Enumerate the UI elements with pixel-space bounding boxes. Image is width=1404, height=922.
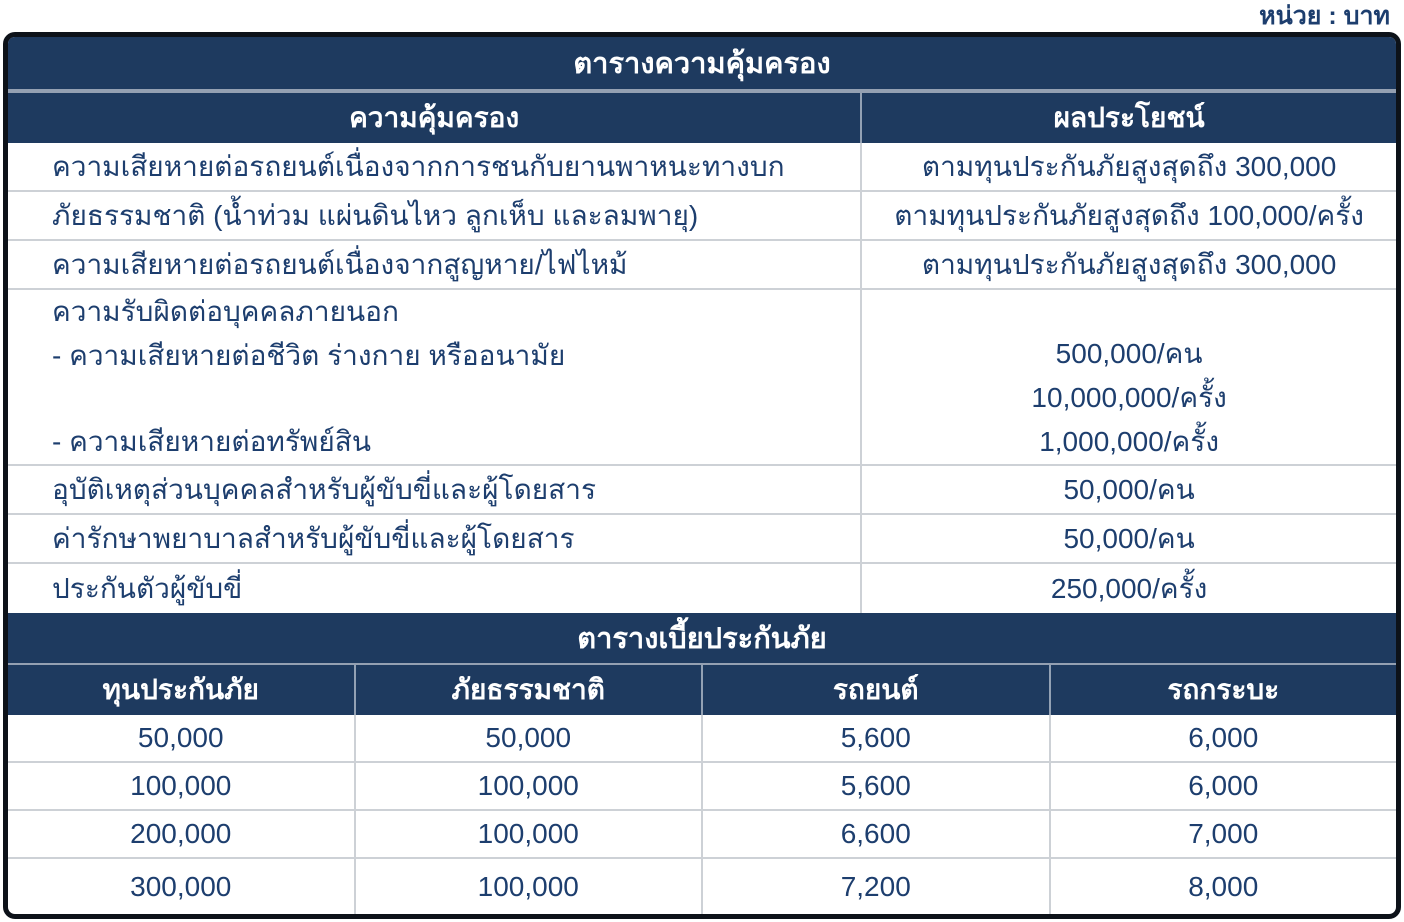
premium-table-title: ตารางเบี้ยประกันภัย	[8, 613, 1396, 663]
liability-line-life-body-health: - ความเสียหายต่อชีวิต ร่างกาย หรืออนามัย	[52, 340, 566, 371]
coverage-table-header	[8, 93, 1396, 143]
unit-label: หน่วย : บาท	[1259, 2, 1390, 30]
coverage-cell: ประกันตัวผู้ขับขี่	[52, 572, 243, 604]
premium-row	[8, 811, 1396, 859]
coverage-cell-multiline	[8, 290, 860, 464]
pickup-premium-cell: 6,000	[1049, 763, 1397, 809]
sum-insured-cell: 50,000	[137, 722, 224, 753]
car-premium-cell: 6,600	[701, 811, 1049, 857]
natural-disaster-cell: 100,000	[354, 811, 702, 857]
liability-benefit-property: 1,000,000/ครั้ง	[1039, 426, 1219, 457]
benefit-cell: ตามทุนประกันภัยสูงสุดถึง 100,000/ครั้ง	[860, 192, 1396, 239]
sum-insured-cell: 100,000	[130, 770, 232, 801]
car-premium-cell: 5,600	[701, 763, 1049, 809]
car-premium-cell: 5,600	[701, 715, 1049, 761]
coverage-row-personal-accident	[8, 466, 1396, 515]
sum-insured-cell: 300,000	[130, 870, 232, 902]
coverage-row-natural-disaster	[8, 192, 1396, 241]
pickup-premium-cell: 7,000	[1049, 811, 1397, 857]
natural-disaster-cell: 100,000	[354, 763, 702, 809]
coverage-column-header: ความคุ้มครอง	[349, 102, 520, 133]
premium-row	[8, 763, 1396, 811]
coverage-row-medical-expense	[8, 515, 1396, 564]
liability-benefit-per-occurrence: 10,000,000/ครั้ง	[1031, 382, 1227, 413]
pickup-premium-cell: 8,000	[1049, 859, 1397, 914]
pickup-premium-cell: 6,000	[1049, 715, 1397, 761]
document-frame	[3, 32, 1401, 919]
premium-table-header	[8, 665, 1396, 715]
benefit-cell-multiline	[860, 290, 1396, 464]
coverage-cell: ความเสียหายต่อรถยนต์เนื่องจากสูญหาย/ไฟไหม้	[52, 248, 628, 280]
coverage-row-bail-bond	[8, 564, 1396, 613]
coverage-row-theft-fire	[8, 241, 1396, 290]
benefit-cell: ตามทุนประกันภัยสูงสุดถึง 300,000	[860, 143, 1396, 190]
liability-line-property: - ความเสียหายต่อทรัพย์สิน	[52, 426, 371, 457]
natural-disaster-cell: 50,000	[354, 715, 702, 761]
premium-row	[8, 859, 1396, 914]
benefit-cell: ตามทุนประกันภัยสูงสุดถึง 300,000	[860, 241, 1396, 288]
unit-row	[0, 0, 1390, 32]
sum-insured-column-header: ทุนประกันภัย	[102, 674, 259, 705]
liability-benefit-per-person: 500,000/คน	[1055, 338, 1203, 369]
coverage-cell: ค่ารักษาพยาบาลสำหรับผู้ขับขี่และผู้โดยสาร	[52, 522, 575, 554]
pickup-column-header: รถกระบะ	[1049, 665, 1397, 715]
coverage-table-title: ตารางความคุ้มครอง	[8, 37, 1396, 89]
sum-insured-cell: 200,000	[130, 818, 232, 849]
coverage-cell: ภัยธรรมชาติ (น้ำท่วม แผ่นดินไหว ลูกเห็บ และลมพายุ)	[52, 199, 699, 231]
benefit-cell: 50,000/คน	[860, 466, 1396, 513]
liability-heading: ความรับผิดต่อบุคคลภายนอก	[52, 296, 399, 327]
benefit-cell: 50,000/คน	[860, 515, 1396, 562]
benefit-column-header: ผลประโยชน์	[860, 93, 1396, 143]
coverage-row-third-party-liability	[8, 290, 1396, 466]
premium-row	[8, 715, 1396, 763]
coverage-cell: ความเสียหายต่อรถยนต์เนื่องจากการชนกับยานพาหนะทางบก	[52, 150, 785, 182]
natural-disaster-column-header: ภัยธรรมชาติ	[354, 665, 702, 715]
car-column-header: รถยนต์	[701, 665, 1049, 715]
benefit-cell: 250,000/ครั้ง	[860, 564, 1396, 613]
natural-disaster-cell: 100,000	[354, 859, 702, 914]
coverage-cell: อุบัติเหตุส่วนบุคคลสำหรับผู้ขับขี่และผู้โดยสาร	[52, 473, 597, 505]
car-premium-cell: 7,200	[701, 859, 1049, 914]
coverage-row-collision	[8, 143, 1396, 192]
